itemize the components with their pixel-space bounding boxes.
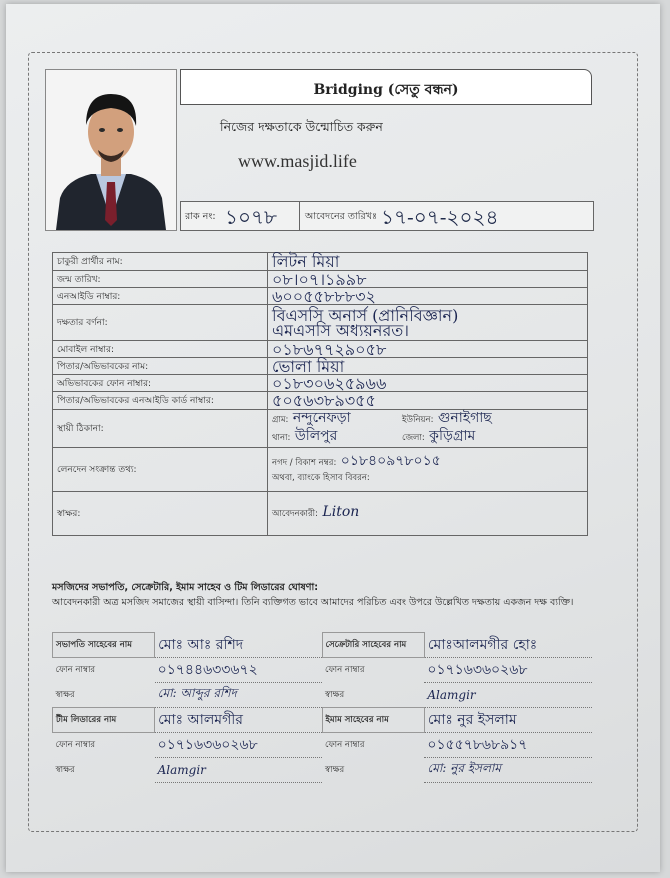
secretary-name[interactable]: মোঃআলমগীর হোঃ xyxy=(424,633,592,658)
date-label: আবেদনের তারিখঃ xyxy=(305,211,378,222)
skill-line-1: বিএসসি অনার্স (প্রানিবিজ্ঞান) xyxy=(272,305,459,325)
table-row xyxy=(53,358,588,375)
district-value: কুড়িগ্রাম xyxy=(429,427,476,444)
field-label: স্বাক্ষর: xyxy=(53,492,268,536)
applicant-signature-cell[interactable] xyxy=(268,492,588,536)
title-banner xyxy=(180,69,592,105)
transaction-row xyxy=(53,448,588,492)
president-signature[interactable]: মো: আব্দুর রশিদ xyxy=(155,683,322,708)
phone-label: ফোন নাম্বার xyxy=(55,665,96,676)
field-label: লেনদেন সংক্রান্ত তথ্য: xyxy=(53,448,268,492)
table-row xyxy=(53,341,588,358)
field-label: জন্ম তারিখ: xyxy=(53,271,268,288)
mobile-bank-number: ০১৮৪০৯৭৮০১৫ xyxy=(340,452,441,469)
field-value[interactable]: ০১৮৩০৬২৫৯৬৬ xyxy=(268,375,588,392)
table-row xyxy=(53,758,593,783)
table-row xyxy=(53,392,588,410)
phone-label: ফোন নাম্বার xyxy=(55,740,96,751)
table-row xyxy=(53,288,588,305)
president-name-label: সভাপতি সাহেবের নাম xyxy=(53,633,155,658)
team-leader-name[interactable]: মোঃ আলমগীর xyxy=(155,708,322,733)
applicant-info-table xyxy=(52,252,588,536)
thana-label: থানা: xyxy=(272,432,291,443)
table-row xyxy=(53,708,593,733)
village-value: নন্দুনেফড়া xyxy=(292,409,351,426)
field-label: স্থায়ী ঠিকানা: xyxy=(53,410,268,448)
union-value: গুনাইগাছ xyxy=(437,409,492,426)
village-label: গ্রাম: xyxy=(272,414,289,425)
president-name[interactable]: মোঃ আঃ রশিদ xyxy=(155,633,322,658)
field-label: অভিভাবকের ফোন নাম্বার: xyxy=(53,375,268,392)
phone-label: ফোন নাম্বার xyxy=(325,665,365,676)
table-row xyxy=(53,683,593,708)
thana-value: উলিপুর xyxy=(294,427,338,444)
president-phone[interactable]: ০১৭৪৪৬৩৩৬৭২ xyxy=(155,658,322,683)
officials-table xyxy=(52,632,592,783)
table-row xyxy=(53,733,593,758)
phone-label: ফোন নাম্বার xyxy=(325,740,365,751)
bank-account-label: অথবা, ব্যাংকে হিসাব বিবরন: xyxy=(272,472,370,483)
team-leader-name-label: টীম লিডারের নাম xyxy=(53,708,155,733)
declaration-text: আবেদনকারী অত্র মসজিদ সমাজের স্থায়ী বাসিন্দা। তিনি ব্যক্তিগত ভাবে আমাদের পরিচিত এবং উপরে উল্লেখিত দক্ষতায় একজন দক্ষ ব্যক্তি। xyxy=(52,597,574,608)
transaction-value[interactable] xyxy=(268,448,588,492)
table-row xyxy=(53,658,593,683)
applicant-photo xyxy=(45,69,177,231)
signature-row xyxy=(53,492,588,536)
form-title: Bridging (সেতু বন্ধন) xyxy=(313,82,459,98)
applicant-signature: Liton xyxy=(322,504,360,520)
table-row xyxy=(53,253,588,271)
field-value[interactable]: ০১৮৬৭৭২৯০৫৮ xyxy=(268,341,588,358)
field-label: মোবাইল নাম্বার: xyxy=(53,341,268,358)
field-label: দক্ষতার বর্ণনা: xyxy=(53,305,268,341)
imam-name-label: ইমাম সাহেবের নাম xyxy=(322,708,424,733)
field-label: এনআইডি নাম্বার: xyxy=(53,288,268,305)
date-value: ১৭-০৭-২০২৪ xyxy=(381,205,499,229)
field-value[interactable]: ৫০৫৬৩৮৯৩৫৫ xyxy=(268,392,588,410)
imam-phone[interactable]: ০১৫৫৭৮৬৮৯১৭ xyxy=(424,733,592,758)
imam-signature[interactable]: মো: নুর ইসলাম xyxy=(424,758,592,783)
team-leader-signature[interactable]: Alamgir xyxy=(155,758,322,783)
sign-label: স্বাক্ষর xyxy=(55,765,75,775)
field-value[interactable]: ভোলা মিয়া xyxy=(268,358,588,375)
declaration xyxy=(52,580,592,610)
applicant-label: আবেদনকারী: xyxy=(272,509,318,519)
field-label: পিতার/অভিভাবকের নাম: xyxy=(53,358,268,375)
field-value[interactable] xyxy=(268,305,588,341)
field-value[interactable]: ০৮।০৭।১৯৯৮ xyxy=(268,271,588,288)
serial-value: ১০৭৮ xyxy=(225,205,277,229)
union-label: ইউনিয়ন: xyxy=(402,414,434,425)
table-row xyxy=(53,271,588,288)
form-subtitle: নিজের দক্ষতাকে উন্মোচিত করুন xyxy=(220,119,383,134)
skill-line-2: এমএসসি অধ্যয়নরত। xyxy=(272,320,409,340)
address-row xyxy=(53,410,588,448)
address-value[interactable] xyxy=(268,410,588,448)
table-row xyxy=(53,633,593,658)
sign-label: স্বাক্ষর xyxy=(55,689,75,700)
serial-label: রাক নং: xyxy=(185,211,216,222)
sign-label: স্বাক্ষর xyxy=(325,689,345,700)
secretary-phone[interactable]: ০১৭১৬৩৬০২৬৮ xyxy=(424,658,592,683)
mobile-bank-label: নগদ / বিকাশ নম্বর: xyxy=(272,457,337,468)
field-value[interactable]: ৬০০৫৫৮৮৮৩২ xyxy=(268,288,588,305)
table-row xyxy=(53,375,588,392)
website-link[interactable]: www.masjid.life xyxy=(238,151,357,171)
field-label: চাকুরী প্রার্থীর নাম: xyxy=(53,253,268,271)
serial-date-row xyxy=(180,201,594,231)
secretary-signature[interactable]: Alamgir xyxy=(424,683,592,708)
team-leader-phone[interactable]: ০১৭১৬৩৬০২৬৮ xyxy=(155,733,322,758)
field-label: পিতার/অভিভাবকের এনআইডি কার্ড নাম্বার: xyxy=(53,392,268,410)
table-row xyxy=(53,305,588,341)
imam-name[interactable]: মোঃ নুর ইসলাম xyxy=(424,708,592,733)
field-value[interactable]: লিটন মিয়া xyxy=(268,253,588,271)
secretary-name-label: সেক্রেটারি সাহেবের নাম xyxy=(322,633,424,658)
district-label: জেলা: xyxy=(402,432,425,443)
declaration-heading: মসজিদের সভাপতি, সেক্রেটারি, ইমাম সাহেব ও টিম লিডারের ঘোষণা: xyxy=(52,582,319,593)
sign-label: স্বাক্ষর xyxy=(325,765,345,775)
